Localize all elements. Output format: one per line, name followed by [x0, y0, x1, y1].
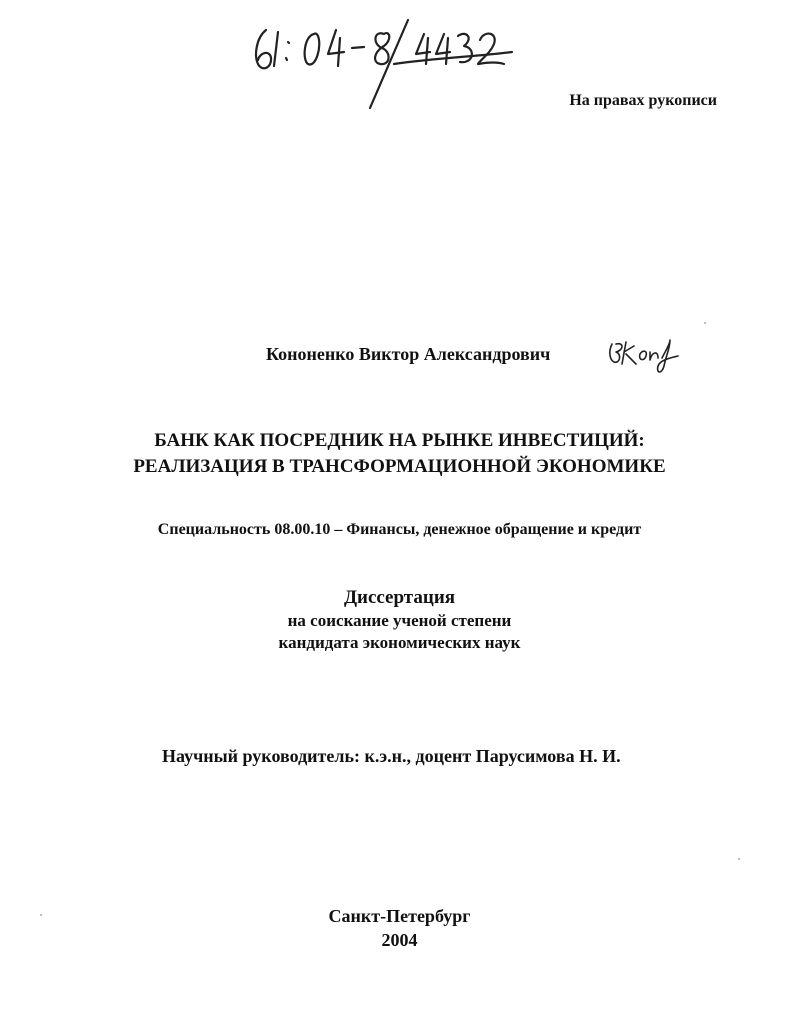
dissertation-heading: Диссертация: [343, 587, 456, 608]
degree-line-1: на соискание ученой степени: [287, 611, 512, 630]
author-row: [0, 336, 799, 376]
author-signature: [604, 336, 684, 376]
title-line-1: БАНК КАК ПОСРЕДНИК НА РЫНКЕ ИНВЕСТИЦИЙ:: [154, 430, 645, 451]
city-year-block: [0, 904, 799, 952]
specialty-line: Специальность 08.00.10 – Финансы, денежное обращение и кредит: [157, 521, 642, 538]
author-signature-drawing: [604, 336, 684, 376]
rights-note: На правах рукописи: [569, 92, 717, 109]
handwritten-archive-number: [244, 12, 514, 112]
year: 2004: [381, 930, 418, 950]
degree-line-2: кандидата экономических наук: [278, 633, 521, 652]
scan-speck: [738, 858, 740, 860]
dissertation-title: [0, 428, 799, 480]
scientific-supervisor: Научный руководитель: к.э.н., доцент Парусимова Н. И.: [162, 746, 621, 766]
handwritten-archive-number-drawing: [244, 12, 514, 112]
scan-speck: [704, 322, 706, 324]
author-name: Кононенко Виктор Александрович: [266, 344, 551, 364]
city: Санкт-Петербург: [328, 906, 471, 926]
title-line-2: РЕАЛИЗАЦИЯ В ТРАНСФОРМАЦИОННОЙ ЭКОНОМИКЕ: [133, 456, 666, 477]
scan-speck: [40, 914, 42, 916]
dissertation-degree-block: [0, 586, 799, 654]
